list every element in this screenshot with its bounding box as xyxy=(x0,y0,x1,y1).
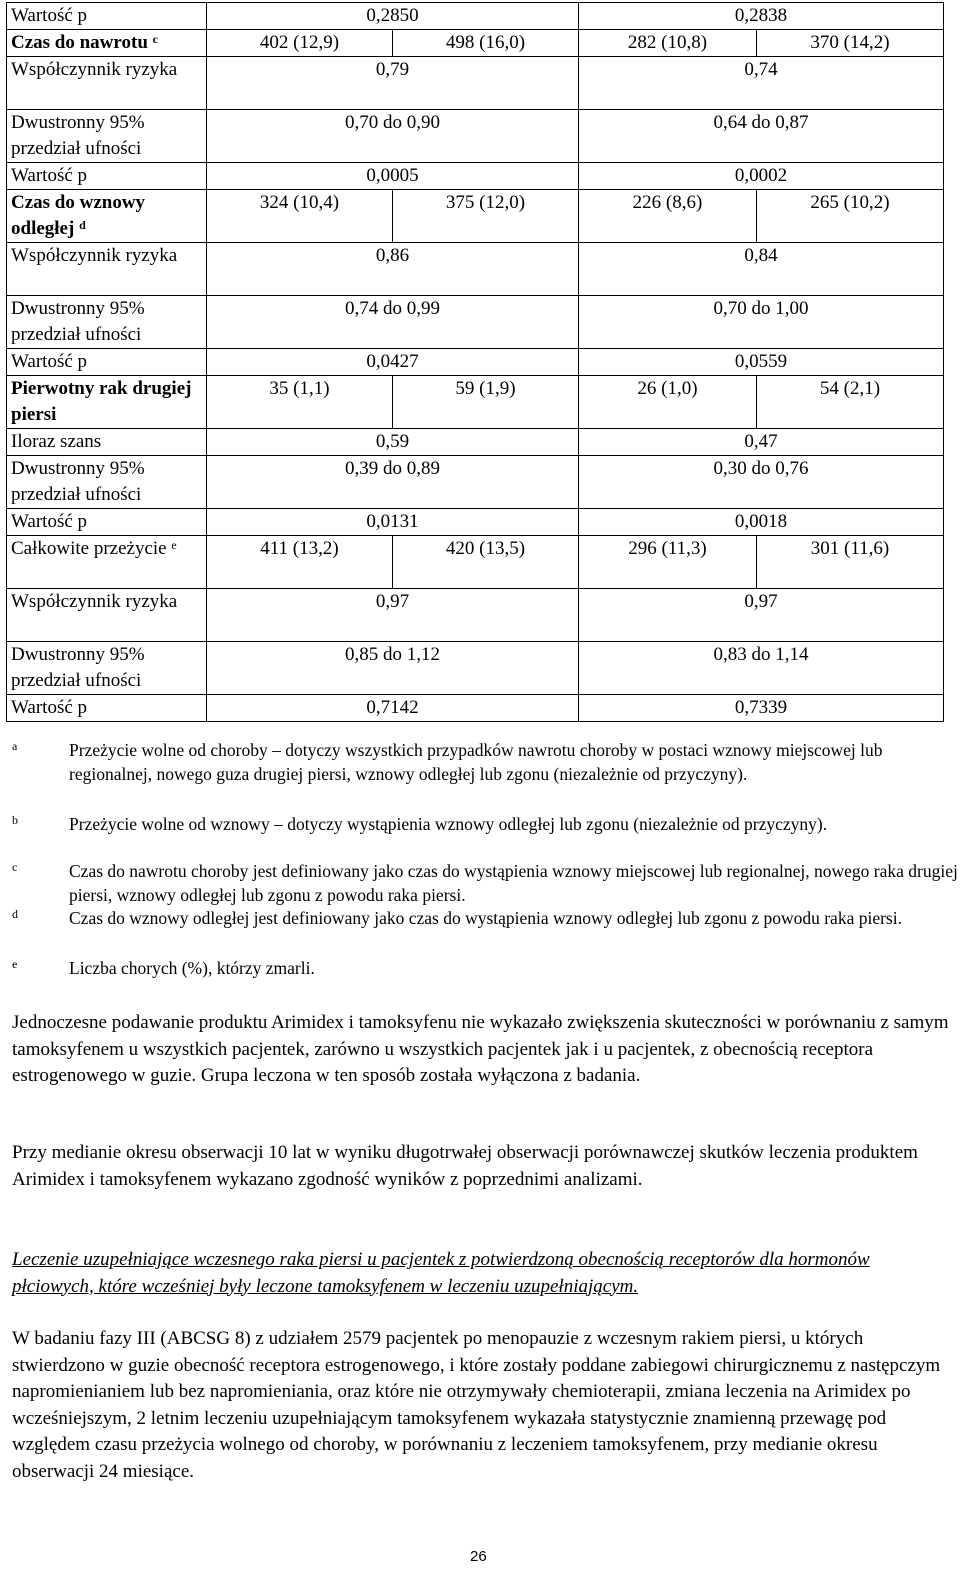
value-cell: 54 (2,1) xyxy=(757,376,944,429)
value-cell: 301 (11,6) xyxy=(757,536,944,589)
value-cell: 0,70 do 0,90 xyxy=(207,110,579,163)
row-label: Czas do nawrotu $^c$ xyxy=(7,30,207,57)
value-cell: 282 (10,8) xyxy=(579,30,757,57)
row-label: Wartość p xyxy=(7,163,207,190)
value-cell: 296 (11,3) xyxy=(579,536,757,589)
value-cell: 0,97 xyxy=(579,589,944,642)
table-row xyxy=(7,243,944,296)
row-label: Czas do wznowy odległej $^d$ xyxy=(7,190,207,243)
paragraph-followup: Przy medianie okresu obserwacji 10 lat w wyniku długotrwałej obserwacji porównawczej skutków leczenia produktem Arimidex i tamoksyfenem wykazano zgodność wyników z poprzednimi analizami. xyxy=(12,1142,918,1190)
value-cell: 0,97 xyxy=(207,589,579,642)
table-row xyxy=(7,642,944,695)
value-cell: 0,83 do 1,14 xyxy=(579,642,944,695)
footnote-text: Czas do nawrotu choroby jest definiowany jako czas do wystąpienia wznowy miejscowej lub regionalnej, nowego raka drugiej piersi, wznowy odległej lub zgonu z powodu raka piersi. xyxy=(69,861,958,905)
table-row xyxy=(7,589,944,642)
table-row xyxy=(7,536,944,589)
results-table-body xyxy=(7,3,944,722)
row-label: Wartość p xyxy=(7,509,207,536)
value-cell: 0,84 xyxy=(579,243,944,296)
footnote-mark: a xyxy=(12,739,18,753)
value-cell: 0,79 xyxy=(207,57,579,110)
row-label: Współczynnik ryzyka xyxy=(7,243,207,296)
table-row xyxy=(7,57,944,110)
section-heading: Leczenie uzupełniające wczesnego raka piersi u pacjentek z potwierdzoną obecnością receptorów dla hormonów płciowych, które wcześniej były leczone tamoksyfenem w leczeniu uzupełniającym. xyxy=(12,1249,870,1297)
value-cell: 265 (10,2) xyxy=(757,190,944,243)
value-cell: 0,7339 xyxy=(579,695,944,722)
footnote-text: Przeżycie wolne od choroby – dotyczy wszystkich przypadków nawrotu choroby w postaci wznowy miejscowej lub regionalnej, nowego guza drugiej piersi, wznowy odległej lub zgonu (niezależnie od przyczyny). xyxy=(69,740,883,784)
value-cell: 0,74 xyxy=(579,57,944,110)
table-row xyxy=(7,163,944,190)
value-cell: 324 (10,4) xyxy=(207,190,393,243)
value-cell: 35 (1,1) xyxy=(207,376,393,429)
footnote-mark: c xyxy=(12,860,18,874)
value-cell: 0,0559 xyxy=(579,349,944,376)
value-cell: 0,85 do 1,12 xyxy=(207,642,579,695)
paragraph-concurrent: Jednoczesne podawanie produktu Arimidex i tamoksyfenu nie wykazało zwiększenia skuteczności w porównaniu z samym tamoksyfenem u wszystkich pacjentek, zarówno u wszystkich pacjentek jak i u pacjentek, z obecnością receptora estrogenowego w guzie. Grupa leczona w ten sposób została wyłączona z badania. xyxy=(12,1012,949,1086)
row-label: Współczynnik ryzyka xyxy=(7,589,207,642)
table-row xyxy=(7,509,944,536)
value-cell: 375 (12,0) xyxy=(393,190,579,243)
table-row xyxy=(7,456,944,509)
table-row xyxy=(7,30,944,57)
row-label: Wartość p xyxy=(7,349,207,376)
footnote-text: Czas do wznowy odległej jest definiowany jako czas do wystąpienia wznowy odległej lub zgonu z powodu raka piersi. xyxy=(69,908,902,928)
value-cell: 370 (14,2) xyxy=(757,30,944,57)
row-label: Dwustronny 95% przedział ufności xyxy=(7,110,207,163)
table-row xyxy=(7,695,944,722)
row-label: Wartość p xyxy=(7,695,207,722)
row-label: Dwustronny 95% przedział ufności xyxy=(7,456,207,509)
value-cell: 0,7142 xyxy=(207,695,579,722)
value-cell: 0,74 do 0,99 xyxy=(207,296,579,349)
row-label: Współczynnik ryzyka xyxy=(7,57,207,110)
row-label: Dwustronny 95% przedział ufności xyxy=(7,642,207,695)
value-cell: 0,2838 xyxy=(579,3,944,30)
footnote-text: Liczba chorych (%), którzy zmarli. xyxy=(69,958,315,978)
paragraph-abcsg8: W badaniu fazy III (ABCSG 8) z udziałem 2579 pacjentek po menopauzie z wczesnym rakiem piersi, u których stwierdzono w guzie obecność receptora estrogenowego, i które zostały poddane zabiegowi chirurgicznemu z następczym napromienianiem lub bez napromieniania, oraz które nie otrzymywały chemioterapii, zmiana leczenia na Arimidex po wcześniejszym, 2 letnim leczeniu uzupełniającym tamoksyfenem wykazała statystycznie znamienną przewagę pod względem czasu przeżycia wolnego od choroby, w porównaniu z leczeniem tamoksyfenem, przy medianie okresu obserwacji 24 miesiące. xyxy=(12,1328,941,1482)
value-cell: 0,47 xyxy=(579,429,944,456)
footnote-mark: e xyxy=(12,957,18,971)
results-table xyxy=(6,2,944,722)
value-cell: 0,0005 xyxy=(207,163,579,190)
value-cell: 498 (16,0) xyxy=(393,30,579,57)
value-cell: 402 (12,9) xyxy=(207,30,393,57)
footnote-ref: d xyxy=(79,218,86,232)
value-cell: 0,2850 xyxy=(207,3,579,30)
value-cell: 0,70 do 1,00 xyxy=(579,296,944,349)
row-label: Dwustronny 95% przedział ufności xyxy=(7,296,207,349)
table-row xyxy=(7,3,944,30)
value-cell: 0,0427 xyxy=(207,349,579,376)
value-cell: 420 (13,5) xyxy=(393,536,579,589)
value-cell: 0,64 do 0,87 xyxy=(579,110,944,163)
value-cell: 226 (8,6) xyxy=(579,190,757,243)
value-cell: 0,0002 xyxy=(579,163,944,190)
table-row xyxy=(7,429,944,456)
value-cell: 59 (1,9) xyxy=(393,376,579,429)
row-label: Całkowite przeżycie $^e$ xyxy=(7,536,207,589)
table-row xyxy=(7,349,944,376)
row-label: Pierwotny rak drugiej piersi xyxy=(7,376,207,429)
value-cell: 0,0018 xyxy=(579,509,944,536)
table-row xyxy=(7,376,944,429)
table-row xyxy=(7,110,944,163)
row-label: Wartość p xyxy=(7,3,207,30)
table-row xyxy=(7,296,944,349)
value-cell: 26 (1,0) xyxy=(579,376,757,429)
value-cell: 0,59 xyxy=(207,429,579,456)
page-number: 26 xyxy=(470,1548,487,1565)
footnote-mark: d xyxy=(12,907,18,921)
table-row xyxy=(7,190,944,243)
value-cell: 0,30 do 0,76 xyxy=(579,456,944,509)
footnote-ref: e xyxy=(171,538,177,552)
value-cell: 0,0131 xyxy=(207,509,579,536)
footnote-mark: b xyxy=(12,813,18,827)
value-cell: 0,39 do 0,89 xyxy=(207,456,579,509)
footnote-text: Przeżycie wolne od wznowy – dotyczy wystąpienia wznowy odległej lub zgonu (niezależnie od przyczyny). xyxy=(69,814,828,834)
value-cell: 0,86 xyxy=(207,243,579,296)
footnote-ref: c xyxy=(152,32,158,46)
value-cell: 411 (13,2) xyxy=(207,536,393,589)
row-label: Iloraz szans xyxy=(7,429,207,456)
